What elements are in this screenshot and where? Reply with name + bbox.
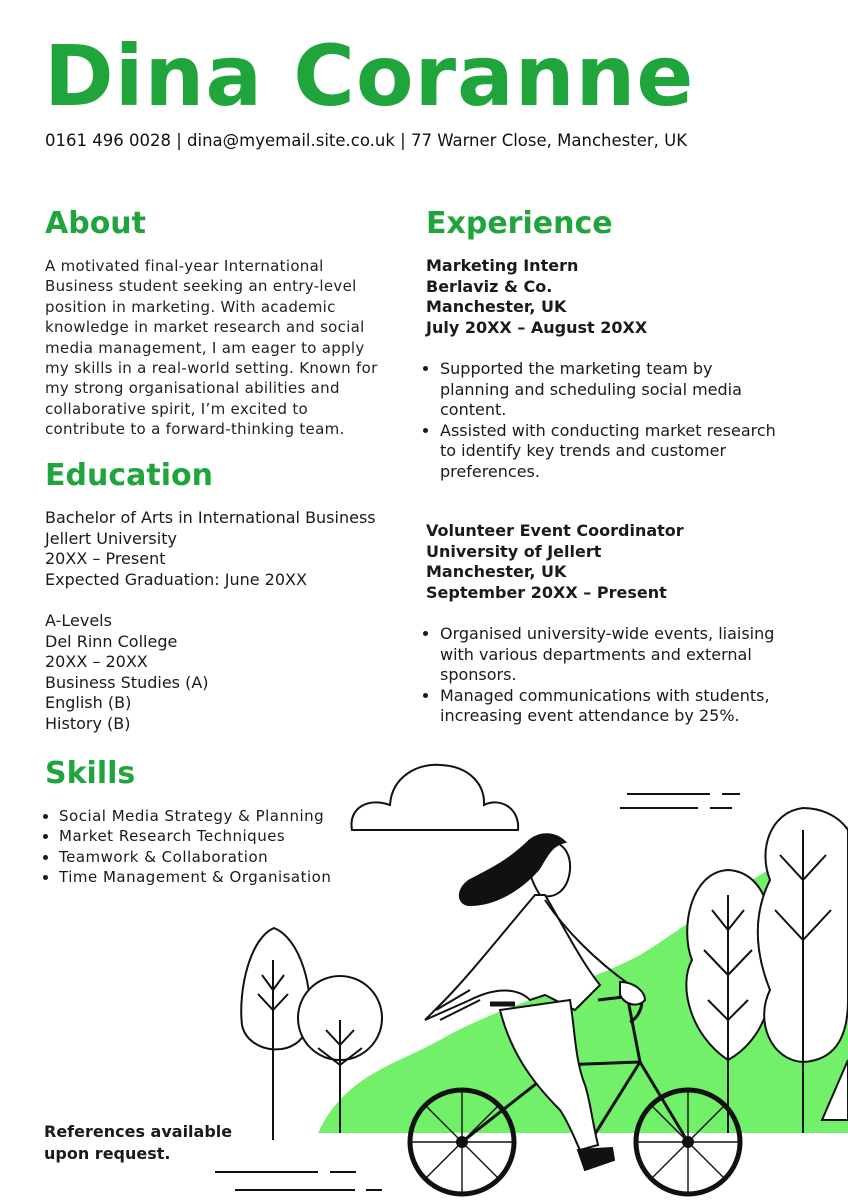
job-org: Berlaviz & Co. — [426, 276, 553, 296]
job-dates: July 20XX – August 20XX — [426, 317, 648, 337]
job-bullet: • Supported the marketing team by planning and scheduling social media content. — [440, 359, 786, 421]
cloud-icon — [351, 765, 518, 830]
applicant-name: Dina Coranne — [44, 27, 695, 125]
edu-subject: Business Studies (A) — [45, 672, 209, 692]
edu-dates: 20XX – Present — [45, 549, 166, 569]
job-title: Volunteer Event Coordinator — [426, 521, 684, 540]
edu-subject: History (B) — [45, 713, 131, 733]
job-location: Manchester, UK — [426, 297, 567, 317]
about-heading: About — [45, 206, 147, 241]
job-location: Manchester, UK — [426, 562, 567, 582]
job-title: Marketing Intern — [426, 256, 579, 275]
skill-item: • Time Management & Organisation — [59, 867, 331, 887]
education-heading: Education — [45, 458, 213, 493]
edu-degree: Bachelor of Arts in International Business — [45, 508, 376, 527]
edu-school: Del Rinn College — [45, 631, 178, 651]
job-bullet: • Organised university-wide events, liaising with various departments and external sponsors. — [440, 624, 786, 686]
experience-heading: Experience — [426, 206, 613, 241]
edu-graduation: Expected Graduation: June 20XX — [45, 569, 307, 589]
job-bullet: • Managed communications with students, increasing event attendance by 25%. — [440, 686, 786, 727]
job-bullet: • Assisted with conducting market research to identify key trends and customer preferences. — [440, 421, 786, 483]
edu-dates: 20XX – 20XX — [45, 652, 148, 672]
contact-info: 0161 496 0028 | dina@myemail.site.co.uk | 77 Warner Close, Manchester, UK — [45, 131, 688, 150]
about-text: A motivated final-year International Business student seeking an entry-level position in marketing. With academic knowledge in market research and social media management, I am eager to apply my skills in a real-world setting. Known for my strong organisational abilities and collaborative spirit, I’m excited to contribute to a forward-thinking team. — [45, 257, 378, 439]
skill-item: • Market Research Techniques — [59, 826, 331, 846]
edu-qualification: A-Levels — [45, 610, 112, 630]
job-org: University of Jellert — [426, 541, 602, 561]
skill-item: • Teamwork & Collaboration — [59, 847, 331, 867]
references-note: References available upon request. — [44, 1122, 233, 1163]
job-dates: September 20XX – Present — [426, 582, 667, 602]
edu-school: Jellert University — [45, 528, 177, 548]
skill-item: • Social Media Strategy & Planning — [59, 806, 331, 826]
edu-subject: English (B) — [45, 693, 132, 713]
skills-heading: Skills — [45, 756, 136, 791]
